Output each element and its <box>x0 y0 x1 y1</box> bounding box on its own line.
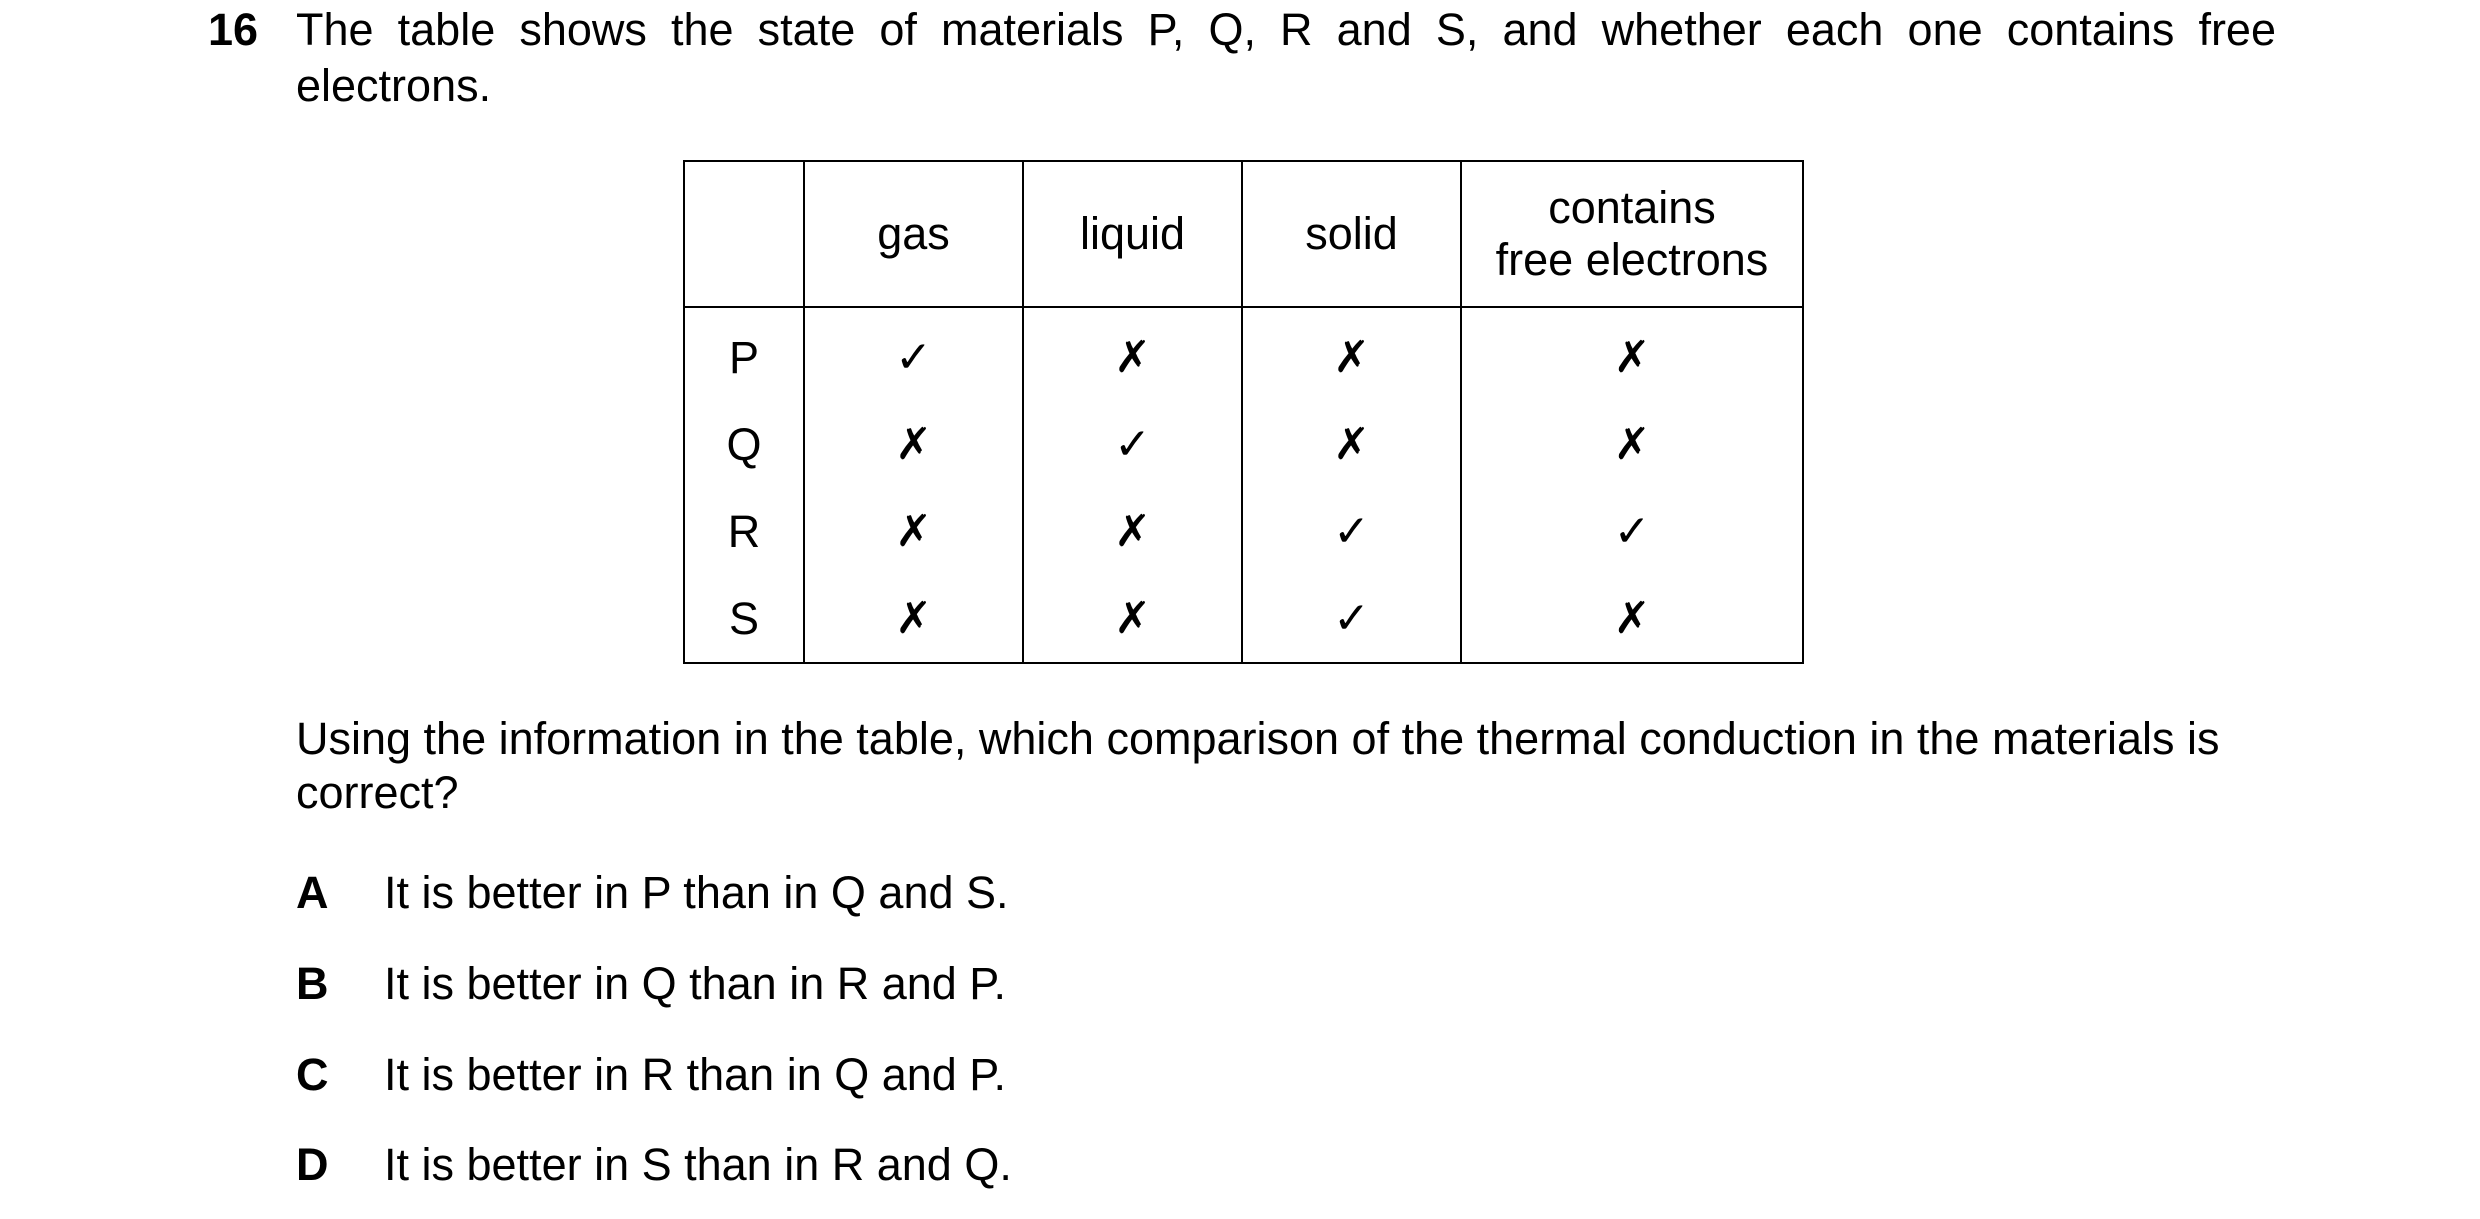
option-c[interactable] <box>296 1047 1006 1103</box>
table-row <box>684 575 1803 663</box>
header-solid: solid <box>1242 161 1461 307</box>
header-free-electrons: contains free electrons <box>1461 161 1803 307</box>
materials-table <box>683 160 1804 664</box>
option-d[interactable] <box>296 1137 1012 1193</box>
question-prompt: Using the information in the table, which comparison of the thermal conduction in the materials is correct? <box>296 713 2220 818</box>
free-electrons-mark: ✗ <box>1461 401 1803 488</box>
option-letter: D <box>296 1139 329 1190</box>
option-text: It is better in P than in Q and S. <box>384 867 1009 918</box>
gas-mark: ✓ <box>804 307 1023 401</box>
gas-mark: ✗ <box>804 488 1023 575</box>
gas-mark: ✗ <box>804 575 1023 663</box>
free-electrons-mark: ✗ <box>1461 575 1803 663</box>
option-text: It is better in Q than in R and P. <box>384 958 1007 1009</box>
liquid-mark: ✗ <box>1023 575 1242 663</box>
liquid-mark: ✗ <box>1023 307 1242 401</box>
solid-mark: ✓ <box>1242 575 1461 663</box>
header-gas: gas <box>804 161 1023 307</box>
liquid-mark: ✓ <box>1023 401 1242 488</box>
solid-mark: ✓ <box>1242 488 1461 575</box>
liquid-mark: ✗ <box>1023 488 1242 575</box>
material-label: R <box>684 488 804 575</box>
header-liquid: liquid <box>1023 161 1242 307</box>
option-text: It is better in S than in R and Q. <box>384 1139 1012 1190</box>
table-row <box>684 488 1803 575</box>
material-label: P <box>684 307 804 401</box>
solid-mark: ✗ <box>1242 401 1461 488</box>
material-label: Q <box>684 401 804 488</box>
option-letter: C <box>296 1049 329 1100</box>
free-electrons-mark: ✓ <box>1461 488 1803 575</box>
header-empty <box>684 161 804 307</box>
table-row <box>684 401 1803 488</box>
question-stem: The table shows the state of materials P, Q, R and S, and whether each one contains free electrons. <box>296 4 2276 111</box>
solid-mark: ✗ <box>1242 307 1461 401</box>
table-header-row <box>684 161 1803 307</box>
option-b[interactable] <box>296 956 1006 1012</box>
material-label: S <box>684 575 804 663</box>
option-a[interactable] <box>296 865 1009 921</box>
table-row <box>684 307 1803 401</box>
free-electrons-mark: ✗ <box>1461 307 1803 401</box>
option-letter: A <box>296 867 329 918</box>
option-letter: B <box>296 958 329 1009</box>
option-text: It is better in R than in Q and P. <box>384 1049 1007 1100</box>
question-number: 16 <box>208 4 259 55</box>
gas-mark: ✗ <box>804 401 1023 488</box>
